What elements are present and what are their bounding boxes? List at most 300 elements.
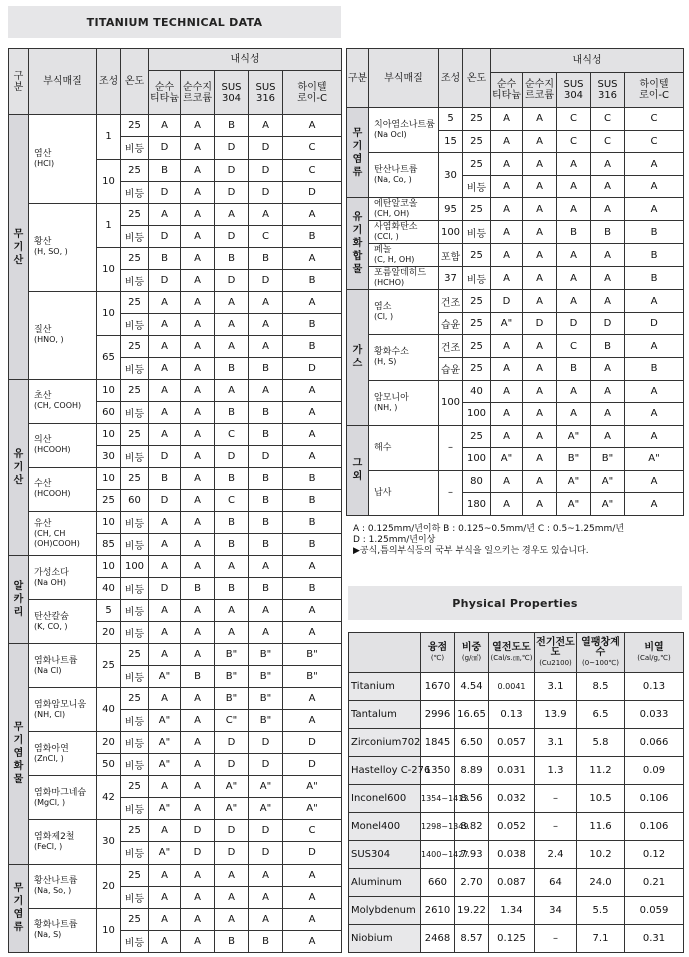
composition-cell: 5 xyxy=(439,108,463,131)
physical-value: 2.70 xyxy=(455,869,489,897)
physical-value: 2610 xyxy=(421,897,455,925)
composition-cell: 습윤 xyxy=(439,357,463,380)
rating-cell: A xyxy=(249,556,283,578)
rating-cell: A xyxy=(249,335,283,357)
table-row xyxy=(9,203,342,225)
rating-cell: A xyxy=(181,445,215,467)
temperature-cell: 비등 xyxy=(121,269,149,291)
rating-cell: D xyxy=(283,842,342,864)
temperature-cell: 25 xyxy=(463,425,491,448)
composition-cell: 10 xyxy=(97,512,121,534)
corrosion-table-left xyxy=(8,48,342,953)
table-row xyxy=(349,841,684,869)
temperature-cell: 비등 xyxy=(121,930,149,952)
physical-header-name: 전기전도도 xyxy=(536,636,575,658)
medium-formula: (Na Ocl) xyxy=(374,130,407,140)
rating-cell: A xyxy=(523,221,557,244)
rating-cell: A xyxy=(215,622,249,644)
rating-cell: D xyxy=(283,732,342,754)
rating-cell: B xyxy=(215,401,249,423)
category-cell: 알 카 리 xyxy=(9,556,29,644)
material-name: Titanium xyxy=(349,673,421,701)
rating-cell: A xyxy=(625,175,684,198)
physical-value: 13.9 xyxy=(535,701,577,729)
table-row xyxy=(349,925,684,953)
rating-cell: B" xyxy=(283,666,342,688)
medium-formula: (Na, So, ) xyxy=(34,886,72,896)
physical-value: 0.09 xyxy=(625,757,684,785)
temperature-cell: 비등 xyxy=(121,313,149,335)
rating-cell: A xyxy=(181,886,215,908)
rating-cell: A xyxy=(523,448,557,471)
table-row xyxy=(9,115,342,137)
composition-cell: 10 xyxy=(97,423,121,445)
rating-cell: B xyxy=(181,578,215,600)
rating-cell: A xyxy=(249,313,283,335)
temperature-cell: 100 xyxy=(463,403,491,426)
rating-cell: D xyxy=(249,842,283,864)
rating-cell: A" xyxy=(491,312,523,335)
rating-cell: A xyxy=(625,470,684,493)
temperature-cell: 25 xyxy=(121,247,149,269)
rating-cell: A xyxy=(491,153,523,176)
rating-cell: A xyxy=(181,776,215,798)
medium-cell xyxy=(29,864,97,908)
composition-cell: 30 xyxy=(439,153,463,198)
category-cell: 유 기 화 합 물 xyxy=(347,198,369,290)
physical-value: 34 xyxy=(535,897,577,925)
rating-cell: A xyxy=(491,267,523,290)
rating-cell: A xyxy=(283,908,342,930)
rating-cell: A xyxy=(181,467,215,489)
rating-cell: B xyxy=(557,221,591,244)
physical-value: 1.34 xyxy=(489,897,535,925)
physical-value: – xyxy=(535,785,577,813)
rating-cell: A xyxy=(181,379,215,401)
rating-cell: A xyxy=(523,357,557,380)
composition-cell: 15 xyxy=(439,130,463,153)
rating-cell: A" xyxy=(249,776,283,798)
medium-formula: (Na OH) xyxy=(34,577,66,587)
rating-cell: A xyxy=(491,221,523,244)
rating-cell: A xyxy=(491,335,523,358)
rating-cell: A xyxy=(557,380,591,403)
rating-cell: A xyxy=(491,357,523,380)
rating-cell: B xyxy=(625,267,684,290)
table-row xyxy=(9,864,342,886)
rating-cell: B" xyxy=(215,666,249,688)
rating-cell: A xyxy=(591,244,625,267)
temperature-cell: 25 xyxy=(463,312,491,335)
medium-cell xyxy=(369,335,439,380)
physical-value: 8.5 xyxy=(577,673,625,701)
rating-cell: A xyxy=(523,198,557,221)
composition-cell: 5 xyxy=(97,600,121,622)
rating-cell: A xyxy=(181,335,215,357)
rating-cell: C xyxy=(625,108,684,131)
medium-formula: (Na Cl) xyxy=(34,665,62,675)
rating-cell: A xyxy=(283,247,342,269)
rating-cell: A xyxy=(523,290,557,313)
rating-cell: D xyxy=(181,820,215,842)
rating-cell: B xyxy=(283,578,342,600)
physical-value: 2996 xyxy=(421,701,455,729)
rating-cell: A xyxy=(149,930,181,952)
rating-cell: A xyxy=(557,198,591,221)
rating-cell: A xyxy=(523,153,557,176)
rating-cell: D xyxy=(215,754,249,776)
medium-name: 유산 xyxy=(34,518,52,529)
rating-cell: C xyxy=(557,130,591,153)
rating-cell: D xyxy=(249,754,283,776)
rating-cell: A xyxy=(557,244,591,267)
material-name: Monel400 xyxy=(349,813,421,841)
rating-cell: A xyxy=(591,267,625,290)
rating-cell: C xyxy=(591,130,625,153)
table-row xyxy=(9,512,342,534)
temperature-cell: 비등 xyxy=(121,445,149,467)
rating-cell: A xyxy=(149,115,181,137)
medium-name: 염화나트륨 xyxy=(34,655,78,666)
rating-cell: A xyxy=(283,379,342,401)
header-material: SUS 304 xyxy=(215,71,249,115)
rating-cell: A" xyxy=(149,842,181,864)
rating-cell: B xyxy=(283,467,342,489)
rating-cell: B xyxy=(149,467,181,489)
rating-cell: A xyxy=(181,556,215,578)
temperature-cell: 비등 xyxy=(121,181,149,203)
table-row xyxy=(347,335,684,358)
physical-header xyxy=(489,633,535,673)
medium-cell xyxy=(29,203,97,291)
rating-cell: B xyxy=(215,534,249,556)
rating-cell: A xyxy=(283,291,342,313)
rating-cell: B xyxy=(249,357,283,379)
rating-cell: A" xyxy=(283,798,342,820)
composition-cell: 20 xyxy=(97,732,121,754)
material-name: SUS304 xyxy=(349,841,421,869)
temperature-cell: 25 xyxy=(463,290,491,313)
rating-cell: A xyxy=(181,203,215,225)
rating-cell: A xyxy=(283,556,342,578)
rating-cell: A xyxy=(249,379,283,401)
rating-cell: A xyxy=(181,732,215,754)
medium-formula: (HCOOH) xyxy=(34,489,71,499)
physical-header-name: 열팽창계수 xyxy=(581,636,620,658)
temperature-cell: 비등 xyxy=(121,886,149,908)
rating-cell: A xyxy=(523,244,557,267)
rating-cell: D xyxy=(591,312,625,335)
header-temperature: 온도 xyxy=(463,49,491,108)
rating-cell: A xyxy=(249,600,283,622)
rating-cell: C xyxy=(283,820,342,842)
rating-cell: A" xyxy=(215,776,249,798)
rating-cell: A xyxy=(181,512,215,534)
rating-cell: B" xyxy=(249,710,283,732)
temperature-cell: 180 xyxy=(463,493,491,516)
header-material: SUS 316 xyxy=(249,71,283,115)
rating-cell: D xyxy=(557,312,591,335)
medium-name: 의산 xyxy=(34,435,52,446)
header-medium: 부식매질 xyxy=(369,49,439,108)
rating-cell: A xyxy=(491,425,523,448)
rating-cell: A xyxy=(557,403,591,426)
rating-cell: A xyxy=(283,401,342,423)
table-row xyxy=(349,729,684,757)
rating-cell: A xyxy=(215,600,249,622)
physical-header xyxy=(625,633,684,673)
rating-cell: A xyxy=(149,512,181,534)
rating-cell: D xyxy=(249,159,283,181)
rating-cell: D xyxy=(523,312,557,335)
temperature-cell: 25 xyxy=(463,335,491,358)
medium-name: 사염화탄소 xyxy=(374,222,418,233)
medium-cell xyxy=(29,600,97,644)
rating-cell: A xyxy=(249,622,283,644)
medium-formula: (HNO, ) xyxy=(34,335,64,345)
rating-cell: A xyxy=(557,267,591,290)
medium-formula: (HCl) xyxy=(34,159,55,168)
category-cell: 무 기 산 xyxy=(9,115,29,379)
rating-cell: A xyxy=(491,493,523,516)
rating-cell: A xyxy=(149,313,181,335)
temperature-cell: 25 xyxy=(121,467,149,489)
rating-cell: A xyxy=(625,380,684,403)
physical-value: 6.5 xyxy=(577,701,625,729)
rating-cell: B xyxy=(249,247,283,269)
composition-cell: 100 xyxy=(439,380,463,425)
medium-cell xyxy=(369,380,439,425)
physical-value: 660 xyxy=(421,869,455,897)
rating-cell: D xyxy=(249,269,283,291)
rating-cell: A" xyxy=(625,448,684,471)
temperature-cell: 25 xyxy=(463,130,491,153)
rating-cell: A xyxy=(523,130,557,153)
material-name: Molybdenum xyxy=(349,897,421,925)
physical-value: 11.2 xyxy=(577,757,625,785)
rating-cell: A xyxy=(491,198,523,221)
table-row xyxy=(349,785,684,813)
temperature-cell: 비등 xyxy=(121,710,149,732)
rating-cell: B xyxy=(181,666,215,688)
physical-header-unit: (Cu2100) xyxy=(539,658,572,667)
rating-cell: A xyxy=(215,203,249,225)
temperature-cell: 80 xyxy=(463,470,491,493)
temperature-cell: 비등 xyxy=(121,401,149,423)
rating-cell: A xyxy=(149,379,181,401)
rating-cell: B xyxy=(283,335,342,357)
rating-cell: B" xyxy=(591,448,625,471)
medium-formula: (H, SO, ) xyxy=(34,247,68,257)
rating-cell: A xyxy=(283,930,342,952)
physical-value: 8.82 xyxy=(455,813,489,841)
rating-cell: A xyxy=(181,754,215,776)
temperature-cell: 25 xyxy=(463,357,491,380)
rating-cell: B" xyxy=(249,666,283,688)
rating-cell: D xyxy=(215,137,249,159)
physical-value: 8.57 xyxy=(455,925,489,953)
material-name: Niobium xyxy=(349,925,421,953)
physical-value: 0.31 xyxy=(625,925,684,953)
rating-cell: B xyxy=(283,225,342,247)
rating-cell: B xyxy=(283,313,342,335)
rating-cell: A xyxy=(149,776,181,798)
medium-cell xyxy=(29,556,97,600)
rating-cell: A" xyxy=(491,448,523,471)
medium-name: 질산 xyxy=(34,325,52,336)
rating-cell: A xyxy=(625,290,684,313)
temperature-cell: 25 xyxy=(121,335,149,357)
medium-name: 암모니아 xyxy=(374,392,409,403)
composition-cell: – xyxy=(439,470,463,515)
temperature-cell: 25 xyxy=(121,379,149,401)
physical-header-name: 비중 xyxy=(461,641,482,653)
physical-value: 5.5 xyxy=(577,897,625,925)
physical-value: 19.22 xyxy=(455,897,489,925)
rating-cell: D xyxy=(215,269,249,291)
rating-cell: A xyxy=(181,115,215,137)
rating-cell: A xyxy=(249,115,283,137)
table-row xyxy=(347,221,684,244)
rating-cell: A xyxy=(215,291,249,313)
header-category: 구분 xyxy=(9,49,29,115)
physical-value: 8.89 xyxy=(455,757,489,785)
rating-cell: B xyxy=(215,115,249,137)
composition-cell: 30 xyxy=(97,820,121,864)
table-row xyxy=(347,244,684,267)
rating-cell: A xyxy=(181,930,215,952)
rating-cell: B xyxy=(283,534,342,556)
rating-cell: A xyxy=(149,423,181,445)
composition-cell: 25 xyxy=(97,644,121,688)
physical-value: 1350 xyxy=(421,757,455,785)
temperature-cell: 25 xyxy=(121,864,149,886)
rating-cell: A xyxy=(283,115,342,137)
rating-cell: B xyxy=(215,357,249,379)
rating-cell: B xyxy=(591,335,625,358)
physical-value: 0.052 xyxy=(489,813,535,841)
rating-cell: A xyxy=(181,622,215,644)
temperature-cell: 25 xyxy=(121,688,149,710)
medium-cell xyxy=(29,115,97,203)
header-composition: 조성 xyxy=(439,49,463,108)
medium-formula: (CH, OH) xyxy=(374,209,410,219)
rating-cell: B xyxy=(149,247,181,269)
header-temperature: 온도 xyxy=(121,49,149,115)
rating-cell: D xyxy=(215,732,249,754)
medium-formula: (Cl, ) xyxy=(374,312,394,322)
physical-value: 64 xyxy=(535,869,577,897)
physical-value: 0.12 xyxy=(625,841,684,869)
physical-value: 0.032 xyxy=(489,785,535,813)
rating-cell: B xyxy=(215,930,249,952)
rating-cell: A xyxy=(149,335,181,357)
material-name: Aluminum xyxy=(349,869,421,897)
composition-cell: 95 xyxy=(439,198,463,221)
temperature-cell: 비등 xyxy=(121,512,149,534)
medium-name: 염화제2철 xyxy=(34,831,75,842)
rating-cell: A xyxy=(625,425,684,448)
temperature-cell: 비등 xyxy=(121,225,149,247)
physical-value: 0.125 xyxy=(489,925,535,953)
rating-cell: A xyxy=(215,556,249,578)
rating-cell: B xyxy=(625,357,684,380)
medium-formula: (CCl, ) xyxy=(374,232,399,242)
table-row xyxy=(349,869,684,897)
rating-cell: D xyxy=(149,489,181,511)
rating-cell: B xyxy=(625,244,684,267)
corrosion-table-right xyxy=(346,48,684,516)
rating-cell: D xyxy=(215,445,249,467)
rating-cell: A xyxy=(591,380,625,403)
rating-cell: D xyxy=(215,159,249,181)
composition-cell: 40 xyxy=(97,578,121,600)
rating-cell: A xyxy=(491,108,523,131)
rating-cell: B xyxy=(249,467,283,489)
physical-value: 1.3 xyxy=(535,757,577,785)
physical-value: 16.65 xyxy=(455,701,489,729)
legend-line-2: D : 1.25mm/년이상 xyxy=(353,535,436,545)
temperature-cell: 60 xyxy=(121,489,149,511)
rating-cell: C xyxy=(215,423,249,445)
composition-cell: 40 xyxy=(97,688,121,732)
composition-cell: 10 xyxy=(97,379,121,401)
header-material: 하이텔 로이-C xyxy=(283,71,342,115)
rating-cell: A xyxy=(523,425,557,448)
category-cell: 무 기 염 화 물 xyxy=(9,644,29,864)
medium-cell xyxy=(29,512,97,556)
material-name: Tantalum xyxy=(349,701,421,729)
medium-name: 해수 xyxy=(374,442,392,453)
rating-cell: D xyxy=(249,445,283,467)
rating-cell: B xyxy=(283,512,342,534)
rating-cell: B" xyxy=(215,644,249,666)
rating-cell: A xyxy=(181,489,215,511)
rating-cell: D xyxy=(283,754,342,776)
rating-cell: A xyxy=(523,335,557,358)
rating-cell: A" xyxy=(557,425,591,448)
table-row xyxy=(349,813,684,841)
rating-cell: A xyxy=(625,335,684,358)
rating-cell: A xyxy=(491,403,523,426)
rating-cell: A" xyxy=(591,493,625,516)
rating-cell: B" xyxy=(283,644,342,666)
rating-cell: A" xyxy=(591,470,625,493)
temperature-cell: 25 xyxy=(121,203,149,225)
rating-cell: A xyxy=(181,269,215,291)
medium-cell xyxy=(29,820,97,864)
physical-header xyxy=(421,633,455,673)
medium-cell xyxy=(29,688,97,732)
temperature-cell: 25 xyxy=(121,423,149,445)
rating-cell: D xyxy=(625,312,684,335)
temperature-cell: 25 xyxy=(121,908,149,930)
rating-cell: D xyxy=(249,137,283,159)
rating-cell: A xyxy=(523,267,557,290)
medium-cell xyxy=(369,221,439,244)
rating-cell: A xyxy=(149,886,181,908)
rating-cell: C xyxy=(591,108,625,131)
rating-cell: A xyxy=(625,403,684,426)
rating-cell: C xyxy=(249,225,283,247)
medium-name: 황산나트륨 xyxy=(34,876,78,887)
rating-cell: A xyxy=(181,159,215,181)
composition-cell: 건조 xyxy=(439,290,463,313)
composition-cell: 10 xyxy=(97,908,121,952)
rating-cell: A xyxy=(181,600,215,622)
rating-cell: A xyxy=(283,688,342,710)
rating-cell: A xyxy=(591,175,625,198)
